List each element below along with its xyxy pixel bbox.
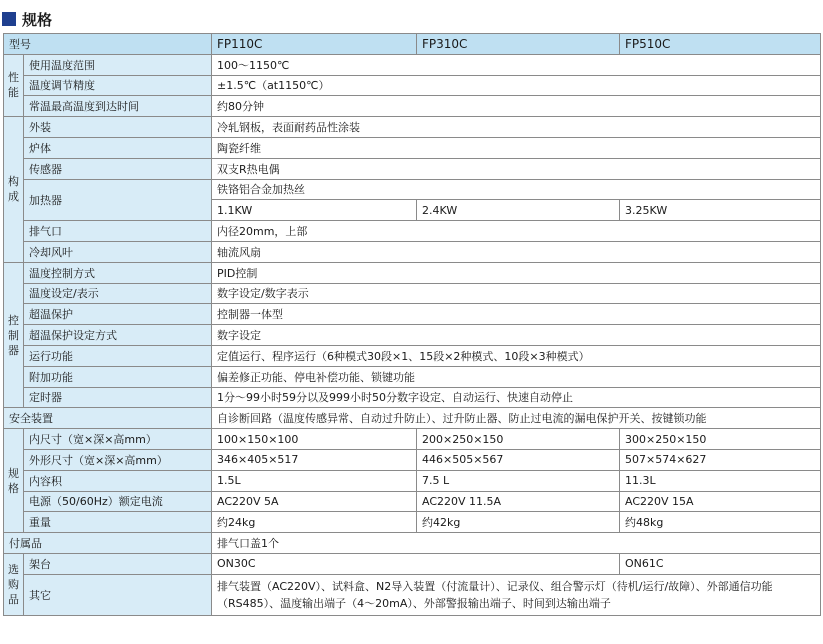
cell-fp510c: 3.25KW [620, 200, 821, 221]
row-value: 冷轧钢板，表面耐药品性涂装 [212, 117, 821, 138]
table-row [4, 304, 821, 325]
row-value: ±1.5℃（at1150℃） [212, 75, 821, 96]
group-specs: 规 格 [4, 429, 24, 533]
table-row [4, 75, 821, 96]
row-label: 传感器 [24, 158, 212, 179]
cell-fp510c: 300×250×150 [620, 429, 821, 450]
table-row [4, 533, 821, 554]
row-label: 排气口 [24, 221, 212, 242]
table-row [4, 96, 821, 117]
cell-fp510c: 507×574×627 [620, 449, 821, 470]
cell-fp110c: 100×150×100 [212, 429, 417, 450]
cell-fp310c: 446×505×567 [417, 449, 620, 470]
table-row [4, 325, 821, 346]
row-label: 电源（50/60Hz）额定电流 [24, 491, 212, 512]
row-value: 双支R热电偶 [212, 158, 821, 179]
table-row [4, 491, 821, 512]
cell-fp310c: AC220V 11.5A [417, 491, 620, 512]
page-title: 规格 [22, 10, 53, 29]
row-label: 超温保护 [24, 304, 212, 325]
table-row [4, 158, 821, 179]
row-label: 外装 [24, 117, 212, 138]
row-label: 炉体 [24, 137, 212, 158]
row-label: 架台 [24, 553, 212, 574]
row-label: 定时器 [24, 387, 212, 408]
table-row [4, 345, 821, 366]
model-fp510c: FP510C [620, 34, 821, 55]
accessories-label: 付属品 [4, 533, 212, 554]
cell-fp510c: 约48kg [620, 512, 821, 533]
table-row [4, 179, 821, 200]
row-label: 温度设定/表示 [24, 283, 212, 304]
table-row [4, 283, 821, 304]
table-row [4, 221, 821, 242]
row-value: 控制器一体型 [212, 304, 821, 325]
cell-fp110c: 1.1KW [212, 200, 417, 221]
row-value: 数字设定/数字表示 [212, 283, 821, 304]
row-value: 内径20mm，上部 [212, 221, 821, 242]
cell-fp510c: AC220V 15A [620, 491, 821, 512]
model-label: 型号 [4, 34, 212, 55]
cell-fp310c: 约42kg [417, 512, 620, 533]
row-value: 约80分钟 [212, 96, 821, 117]
cell-fp110c: 1.5L [212, 470, 417, 491]
options-other-value: 排气装置（AC220V）、试料盒、N2导入装置（付流量计）、记录仪、组合警示灯（待机/运行/故障）、外部通信功能（RS485）、温度输出端子（4～20mA）、外部警报输出端子、时间到达输出端子 [212, 574, 821, 615]
row-label: 外形尺寸（宽×深×高mm） [24, 449, 212, 470]
row-value: PID控制 [212, 262, 821, 283]
row-label: 冷却风叶 [24, 241, 212, 262]
table-row [4, 408, 821, 429]
row-label: 内容积 [24, 470, 212, 491]
group-construction: 构 成 [4, 117, 24, 263]
row-value: 1分～99小时59分以及999小时50分数字设定、自动运行、快速自动停止 [212, 387, 821, 408]
row-value: 100～1150℃ [212, 54, 821, 75]
row-label: 温度控制方式 [24, 262, 212, 283]
heading-square-icon [2, 12, 16, 26]
section-heading [2, 8, 52, 30]
group-performance: 性 能 [4, 54, 24, 116]
table-row [4, 54, 821, 75]
table-row [4, 512, 821, 533]
cell-fp310c: 7.5 L [417, 470, 620, 491]
table-row [4, 574, 821, 615]
group-options: 选 购 品 [4, 553, 24, 615]
stand-value-a: ON30C [212, 553, 620, 574]
table-row [4, 553, 821, 574]
row-label: 运行功能 [24, 345, 212, 366]
cell-fp310c: 200×250×150 [417, 429, 620, 450]
safety-label: 安全装置 [4, 408, 212, 429]
table-row [4, 470, 821, 491]
row-label: 附加功能 [24, 366, 212, 387]
stand-value-b: ON61C [620, 553, 821, 574]
row-label: 重量 [24, 512, 212, 533]
row-value: 铁铬铝合金加热丝 [212, 179, 821, 200]
table-row [4, 137, 821, 158]
table-row [4, 449, 821, 470]
table-row [4, 366, 821, 387]
row-value: 数字设定 [212, 325, 821, 346]
table-row [4, 262, 821, 283]
cell-fp110c: AC220V 5A [212, 491, 417, 512]
cell-fp110c: 346×405×517 [212, 449, 417, 470]
table-header-row [4, 34, 821, 55]
table-row [4, 387, 821, 408]
row-label: 其它 [24, 574, 212, 615]
row-value: 偏差修正功能、停电补偿功能、锁键功能 [212, 366, 821, 387]
group-controller: 控 制 器 [4, 262, 24, 408]
cell-fp310c: 2.4KW [417, 200, 620, 221]
table-row [4, 429, 821, 450]
model-fp310c: FP310C [417, 34, 620, 55]
spec-table [3, 33, 821, 616]
row-label: 温度调节精度 [24, 75, 212, 96]
table-row [4, 241, 821, 262]
row-value: 定值运行、程序运行（6种模式30段×1、15段×2种模式、10段×3种模式） [212, 345, 821, 366]
row-value: 陶瓷纤维 [212, 137, 821, 158]
safety-value: 自诊断回路（温度传感异常、自动过升防止）、过升防止器、防止过电流的漏电保护开关、按键锁功能 [212, 408, 821, 429]
row-label: 使用温度范围 [24, 54, 212, 75]
row-value: 轴流风扇 [212, 241, 821, 262]
model-fp110c: FP110C [212, 34, 417, 55]
row-label: 加热器 [24, 179, 212, 221]
row-label: 常温最高温度到达时间 [24, 96, 212, 117]
row-label: 内尺寸（宽×深×高mm） [24, 429, 212, 450]
table-row [4, 117, 821, 138]
cell-fp510c: 11.3L [620, 470, 821, 491]
accessories-value: 排气口盖1个 [212, 533, 821, 554]
row-label: 超温保护设定方式 [24, 325, 212, 346]
cell-fp110c: 约24kg [212, 512, 417, 533]
